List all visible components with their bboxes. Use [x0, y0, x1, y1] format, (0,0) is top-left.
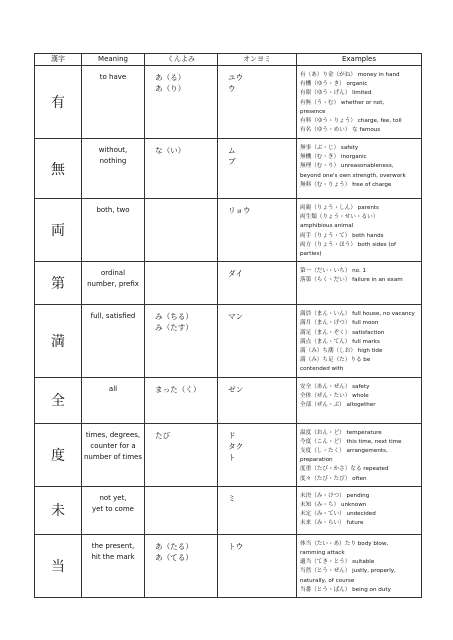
example-line: 今度（こん・ど） this time, next time [300, 438, 402, 445]
kanji-cell: 有 [35, 66, 82, 139]
kanji-table [34, 53, 422, 598]
kunyomi-cell [145, 534, 218, 597]
kunyomi-reading: あ（たる） [155, 541, 193, 551]
example-line: 満（み）ち潮（しお） high tide [300, 348, 383, 355]
example-line: 満（み）ち足（た）りる be [300, 357, 371, 364]
onyomi-cell [218, 66, 297, 139]
meaning-line: yet to come [92, 504, 134, 513]
header-kunyomi: くんよみ [145, 54, 218, 66]
kanji-cell: 度 [35, 423, 82, 486]
meaning-line: not yet, [99, 493, 127, 502]
header-examples: Examples [297, 54, 422, 66]
example-line: 有料（ゆう・りょう） charge, fee, toll [300, 118, 402, 125]
onyomi-reading: マン [228, 312, 244, 322]
meaning-line: hit the mark [91, 552, 135, 561]
meaning-cell [82, 486, 145, 534]
meaning-cell [82, 534, 145, 597]
example-line: 有名（ゆう・めい） な famous [300, 127, 381, 134]
example-line: 両生類（りょう・せい・るい） [300, 214, 379, 221]
example-line: 当番（とう・ばん） being on duty [300, 586, 391, 593]
onyomi-reading: トウ [228, 541, 244, 551]
example-line: 無事（ぶ・じ） safety [300, 145, 359, 151]
example-line: 全体（ぜん・たい） whole [300, 392, 369, 399]
kunyomi-reading: な（い） [155, 146, 186, 155]
onyomi-reading: ム [228, 146, 236, 155]
examples-cell [297, 377, 422, 423]
example-line: 無理（む・り） unreasonableness, [300, 163, 394, 170]
meaning-line: without, [98, 146, 128, 154]
kunyomi-reading: あ（る） [155, 73, 186, 82]
onyomi-reading: ミ [228, 493, 236, 503]
example-line: 満点（まん・てん） full marks [300, 338, 380, 345]
example-line: 無料（む・りょう） free of charge [300, 181, 392, 188]
onyomi-reading: ユウ [228, 73, 244, 82]
meaning-line: nothing [99, 157, 127, 165]
table-row [35, 534, 422, 597]
kunyomi-cell [145, 139, 218, 199]
example-line: preparation [300, 457, 333, 464]
meaning-line: all [108, 384, 118, 393]
kunyomi-cell [145, 423, 218, 486]
meaning-line: to have [99, 73, 127, 81]
header-onyomi: オンヨミ [218, 54, 297, 66]
kanji-cell: 満 [35, 305, 82, 377]
meaning-cell [82, 423, 145, 486]
example-line: 第一（だい・いち） no. 1 [300, 268, 367, 275]
onyomi-reading: タク [228, 441, 244, 451]
kanji-cell: 未 [35, 486, 82, 534]
meaning-line: number of times [84, 452, 142, 461]
examples-cell [297, 66, 422, 139]
table-row [35, 486, 422, 534]
kanji-cell: 全 [35, 377, 82, 423]
example-line: 当然（とう・ぜん） justly, properly, [300, 568, 396, 575]
table-row [35, 139, 422, 199]
kunyomi-cell [145, 199, 218, 262]
onyomi-cell [218, 199, 297, 262]
meaning-cell [82, 305, 145, 377]
meaning-cell [82, 199, 145, 262]
kunyomi-reading: あ（り） [155, 84, 186, 93]
meaning-line: number, prefix [87, 280, 139, 289]
onyomi-reading: ダイ [228, 269, 244, 279]
examples-cell [297, 486, 422, 534]
example-line: ramming attack [300, 550, 345, 557]
examples-cell [297, 139, 422, 199]
kanji-vocabulary-sheet [34, 53, 421, 598]
kanji-cell: 第 [35, 262, 82, 305]
kanji-cell: 当 [35, 534, 82, 597]
meaning-line: the present, [91, 541, 135, 550]
onyomi-cell [218, 139, 297, 199]
onyomi-reading: ブ [228, 157, 236, 166]
example-line: 全部（ぜん・ぶ） altogether [300, 402, 376, 409]
examples-cell [297, 423, 422, 486]
table-row [35, 377, 422, 423]
onyomi-cell [218, 377, 297, 423]
meaning-line: counter for a [90, 441, 136, 450]
example-line: contended with [300, 366, 344, 373]
example-line: 支度（し・たく） arrangements, [300, 448, 388, 455]
kunyomi-reading: たび [155, 430, 171, 440]
example-line: 落第（らく・だい） failure in an exam [300, 277, 403, 284]
onyomi-reading: ド [228, 430, 236, 440]
example-line: 有機（ゆう・き） organic [300, 81, 368, 88]
example-line: 度々（たび・たび） often [300, 475, 367, 482]
onyomi-reading: ト [228, 452, 236, 462]
header-kanji: 漢字 [35, 54, 82, 66]
example-line: 無機（む・き） inorganic [300, 154, 367, 161]
kanji-cell: 両 [35, 199, 82, 262]
example-line: 安全（あん・ぜん） safety [300, 383, 370, 390]
onyomi-reading: ゼン [228, 384, 244, 394]
example-line: 未定（み・てい） undecided [300, 511, 376, 518]
example-line: 満員（まん・いん） full house, no vacancy [300, 311, 415, 318]
example-line: 満足（まん・ぞく） satisfaction [300, 329, 385, 336]
header-meaning: Meaning [82, 54, 145, 66]
example-line: amphibious animal [300, 223, 354, 230]
example-line: 有限（ゆう・げん） limited [300, 90, 372, 97]
example-line: 両手（りょう・て） both hands [300, 232, 384, 239]
example-line: 体当（たい・あ）たり body blow, [300, 540, 389, 547]
examples-cell [297, 262, 422, 305]
table-row [35, 199, 422, 262]
example-line: 度重（たび・かさ）なる repeated [300, 466, 389, 473]
example-line: 両親（りょう・しん） parents [300, 205, 379, 211]
meaning-line: times, degrees, [85, 430, 141, 439]
example-line: parties) [300, 251, 322, 258]
meaning-cell [82, 66, 145, 139]
meaning-cell [82, 262, 145, 305]
example-line: naturally, of course [300, 577, 355, 584]
examples-cell [297, 199, 422, 262]
table-row [35, 66, 422, 139]
meaning-cell [82, 377, 145, 423]
meaning-line: full, satisfied [90, 312, 136, 321]
kunyomi-reading: あ（てる） [155, 552, 193, 562]
onyomi-cell [218, 305, 297, 377]
example-line: 未決（み・けつ） pending [300, 492, 370, 499]
example-line: 未来（み・らい） future [300, 520, 364, 527]
table-row [35, 423, 422, 486]
example-line: 両方（りょう・ほう） both sides (of [300, 241, 396, 248]
onyomi-cell [218, 534, 297, 597]
meaning-line: ordinal [100, 269, 126, 278]
example-line: beyond one's own strength, overwork [300, 172, 406, 179]
kunyomi-cell [145, 305, 218, 377]
onyomi-cell [218, 262, 297, 305]
onyomi-reading: ウ [228, 84, 236, 93]
example-line: 未知（み・ち） unknown [300, 502, 367, 509]
table-row [35, 305, 422, 377]
meaning-cell [82, 139, 145, 199]
kanji-cell: 無 [35, 139, 82, 199]
kunyomi-reading: み（ちる） [155, 312, 193, 322]
examples-cell [297, 305, 422, 377]
kunyomi-cell [145, 486, 218, 534]
meaning-line: both, two [96, 206, 130, 214]
onyomi-cell [218, 486, 297, 534]
kunyomi-cell [145, 262, 218, 305]
header-row [35, 54, 422, 66]
examples-cell [297, 534, 422, 597]
example-line: 温度（おん・ど） temperature [300, 429, 382, 436]
kunyomi-reading: み（たす） [155, 323, 193, 333]
kunyomi-cell [145, 377, 218, 423]
table-row [35, 262, 422, 305]
example-line: 適当（てき・とう） suitable [300, 559, 375, 566]
example-line: 有（あ）り金（がね） money in hand [300, 72, 400, 78]
example-line: presence [300, 108, 326, 115]
onyomi-reading: リョウ [228, 206, 251, 215]
kunyomi-reading: まった（く） [155, 384, 201, 394]
example-line: 有無（う・む） whether or not, [300, 99, 385, 106]
kunyomi-cell [145, 66, 218, 139]
onyomi-cell [218, 423, 297, 486]
example-line: 満月（まん・げつ） full moon [300, 320, 379, 327]
